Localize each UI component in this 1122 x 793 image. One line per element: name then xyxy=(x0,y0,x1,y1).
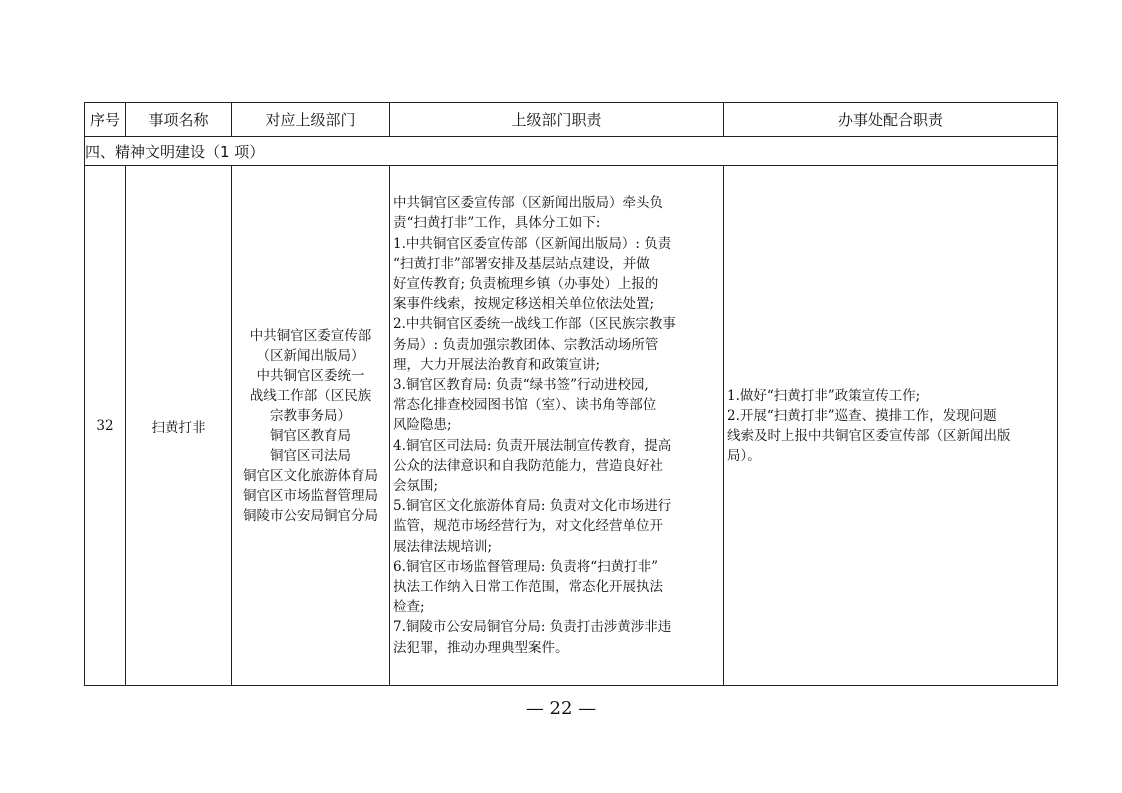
duty-line: “扫黄打非”部署安排及基层站点建设，并做 xyxy=(393,255,650,272)
header-superior-department: 对应上级部门 xyxy=(232,103,390,137)
superior-duties-cell xyxy=(390,166,724,686)
duty-line: 中共铜官区委宣传部（区新闻出版局）牵头负 xyxy=(393,195,663,212)
duty-line: 检查; xyxy=(393,599,425,616)
department-line: 铜官区司法局 xyxy=(270,447,351,464)
duty-line: 展法律法规培训; xyxy=(393,538,493,555)
cooperation-line: 线索及时上报中共铜官区委宣传部（区新闻出版 xyxy=(727,427,1011,444)
duty-line: 3.铜官区教育局: 负责“绿书签”行动进校园, xyxy=(393,376,649,393)
superior-departments-cell xyxy=(232,166,390,686)
duty-line: 2.中共铜官区委统一战线工作部（区民族宗教事 xyxy=(393,316,676,333)
duty-line: 风险隐患; xyxy=(393,417,452,434)
item-name: 扫黄打非 xyxy=(126,166,232,686)
department-line: 铜官区市场监督管理局 xyxy=(243,487,378,504)
section-row xyxy=(85,137,1058,166)
cooperation-line: 2.开展“扫黄打非”巡查、摸排工作，发现问题 xyxy=(727,407,997,424)
cooperation-duties-cell xyxy=(724,166,1058,686)
duty-line: 好宣传教育; 负责梳理乡镇（办事处）上报的 xyxy=(393,275,659,292)
section-title: 四、精神文明建设（1 项） xyxy=(85,137,1058,166)
duty-line: 公众的法律意识和自我防范能力，营造良好社 xyxy=(393,457,663,474)
header-cooperation-duties: 办事处配合职责 xyxy=(724,103,1058,137)
department-line: 中共铜官区委统一 xyxy=(256,367,365,384)
duty-line: 4.铜官区司法局: 负责开展法制宣传教育，提高 xyxy=(393,437,672,454)
header-number: 序号 xyxy=(85,103,126,137)
duty-line: 7.铜陵市公安局铜官分局: 负责打击涉黄涉非违 xyxy=(393,619,672,636)
duty-line: 6.铜官区市场监督管理局: 负责将“扫黄打非” xyxy=(393,558,659,575)
duty-line: 监管，规范市场经营行为，对文化经营单位开 xyxy=(393,518,663,535)
department-line: 中共铜官区委宣传部 xyxy=(249,327,372,344)
department-line: 铜官区教育局 xyxy=(270,427,351,444)
department-line: 铜陵市公安局铜官分局 xyxy=(243,507,378,524)
cooperation-line: 局）。 xyxy=(727,447,761,464)
row-number: 32 xyxy=(85,166,126,686)
duty-line: 务局）: 负责加强宗教团体、宗教活动场所管 xyxy=(393,336,659,353)
table-row xyxy=(85,166,1058,686)
duty-line: 法犯罪，推动办理典型案件。 xyxy=(393,639,569,656)
department-line: （区新闻出版局） xyxy=(256,347,365,364)
duty-line: 会氛围; xyxy=(393,478,439,494)
department-line: 战线工作部（区民族 xyxy=(249,387,372,404)
duty-line: 5.铜官区文化旅游体育局: 负责对文化市场进行 xyxy=(393,498,672,515)
duty-line: 1.中共铜官区委宣传部（区新闻出版局）: 负责 xyxy=(393,235,672,252)
duty-table xyxy=(84,102,1058,686)
department-line: 宗教事务局） xyxy=(270,407,351,424)
duty-line: 常态化排查校园图书馆（室）、读书角等部位 xyxy=(393,397,657,414)
header-superior-duties: 上级部门职责 xyxy=(390,103,724,137)
duty-line: 案事件线索，按规定移送相关单位依法处置; xyxy=(393,296,655,313)
duty-line: 执法工作纳入日常工作范围，常态化开展执法 xyxy=(393,579,663,596)
header-row xyxy=(85,103,1058,137)
cooperation-line: 1.做好“扫黄打非”政策宣传工作; xyxy=(727,387,921,404)
duty-line: 责“扫黄打非”工作，具体分工如下: xyxy=(393,215,601,232)
header-item-name: 事项名称 xyxy=(126,103,232,137)
department-line: 铜官区文化旅游体育局 xyxy=(243,467,378,484)
duty-line: 理，大力开展法治教育和政策宣讲; xyxy=(393,356,601,373)
page-number: — 22 — xyxy=(525,698,597,719)
